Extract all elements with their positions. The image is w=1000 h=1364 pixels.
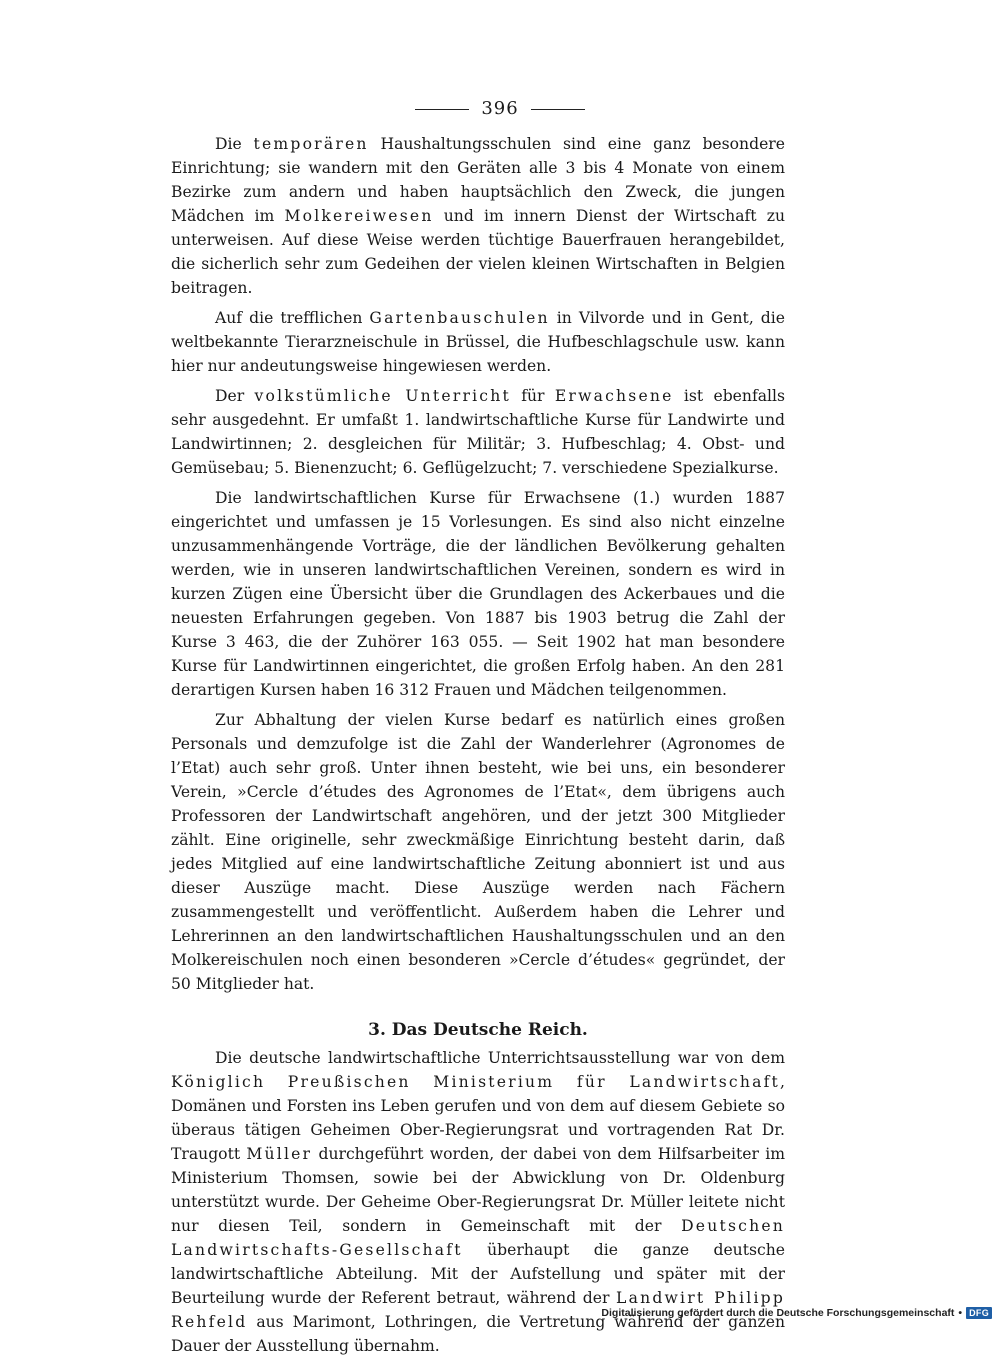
digitization-footer xyxy=(601,1307,992,1319)
paragraph-5: Zur Abhaltung der vielen Kurse bedarf es natürlich eines großen Personals und demzufolge ist die Zahl der Wanderlehrer (Agronomes de l’Etat) auch sehr groß. Unter ihnen besteht, wie bei uns, ein besonderer Verein, »Cercle d’études des Agronomes de l’Etat«, dem übrigens auch Professoren der Landwirtschaft angehören, und der jetzt 300 Mitglieder zählt. Eine originelle, sehr zweckmäßige Einrichtung besteht darin, daß jedes Mitglied auf eine landwirtschaftliche Zeitung abonniert ist und aus dieser Auszüge macht. Diese Auszüge werden nach Fächern zusammengestellt und veröffentlicht. Außerdem haben die Lehrer und Lehrerinnen an den landwirtschaftlichen Haushaltungsschulen und an den Molkereischulen noch einen besonderen »Cercle d’études« gegründet, der 50 Mitglieder hat. xyxy=(171,711,785,993)
text-run: aus Marimont, Lothringen, die Vertretung während der ganzen Dauer der Ausstellung übernahm. xyxy=(171,1313,785,1355)
text-run: Die deutsche landwirtschaftliche Unterrichtsausstellung war von dem xyxy=(215,1049,785,1067)
emphasis-text: Königlich Preußischen Ministerium für Landwirtschaft xyxy=(171,1073,781,1091)
text-run: und im innern Dienst der Wirtschaft zu unterweisen. Auf diese Weise werden tüchtige Bauerfrauen herangebildet, die sicherlich sehr zum Gedeihen der vielen kleinen Wirtschaften in Belgien beitragen. xyxy=(171,207,786,297)
page-body xyxy=(171,132,785,1364)
page-number-rule-right xyxy=(531,109,585,110)
text-run: Haushaltungsschulen sind eine ganz besondere Einrichtung; sie wandern mit den Geräten alle 3 bis 4 Monate von einem Bezirke zum andern und haben hauptsächlich den Zweck, die jungen Mädchen im xyxy=(171,135,785,225)
paragraph-1 xyxy=(171,132,785,300)
text-run: ist ebenfalls sehr ausgedehnt. Er umfaßt 1. landwirtschaftliche Kurse für Landwirte und Landwirtinnen; 2. desgleichen für Militär; 3. Hufbeschlag; 4. Obst- und Gemüsebau; 5. Bienenzucht; 6. Geflügelzucht; 7. verschiedene Spezialkurse. xyxy=(171,387,785,477)
text-run: in Vilvorde und in Gent, die weltbekannte Tierarzneischule in Brüssel, die Hufbeschlagschule usw. kann hier nur andeutungsweise hingewiesen werden. xyxy=(171,309,786,375)
section-heading: 3. Das Deutsche Reich. xyxy=(368,1020,588,1040)
emphasis-text: Erwachsene xyxy=(554,387,674,405)
text-run: durchgeführt worden, der dabei von dem Hilfsarbeiter im Ministerium Thomsen, sowie bei der Abwicklung von Dr. Oldenburg unterstützt wurde. Der Geheime Ober-Regierungsrat Dr. Müller leitete nicht nur diesen Teil, sondern in Gemeinschaft mit der xyxy=(171,1145,785,1235)
text-run: Auf die trefflichen xyxy=(215,309,370,327)
emphasis-text: Molkereiwesen xyxy=(284,207,434,225)
emphasis-text: Landwirt Philipp Rehfeld xyxy=(171,1289,786,1331)
footer-separator: • xyxy=(958,1307,963,1319)
page-number xyxy=(0,98,1000,119)
text-run: Der xyxy=(215,387,255,405)
dfg-logo-icon: DFG xyxy=(966,1307,992,1319)
paragraph-2 xyxy=(171,306,785,378)
emphasis-text: temporären xyxy=(253,135,369,153)
text-run: überhaupt die ganze deutsche landwirtschaftliche Abteilung. Mit der Aufstellung und später mit der Beurteilung wurde der Referent betraut, während der xyxy=(171,1241,785,1307)
paragraph-4: Die landwirtschaftlichen Kurse für Erwachsene (1.) wurden 1887 eingerichtet und umfassen je 15 Vorlesungen. Es sind also nicht einzelne unzusammenhängende Vorträge, die der ländlichen Bevölkerung gehalten werden, wie in unseren landwirtschaftlichen Vereinen, sondern es wird in kurzen Zügen eine Übersicht über die Grundlagen des Ackerbaues und die neuesten Erfahrungen gegeben. Von 1887 bis 1903 betrug die Zahl der Kurse 3 463, die der Zuhörer 163 055. — Seit 1902 hat man besondere Kurse für Landwirtinnen eingerichtet, die großen Erfolg haben. An den 281 derartigen Kursen haben 16 312 Frauen und Mädchen teilgenommen. xyxy=(171,489,785,699)
emphasis-text: Deutschen Landwirtschafts-Gesellschaft xyxy=(171,1217,785,1259)
footer-text: Digitalisierung gefördert durch die Deutsche Forschungsgemeinschaft xyxy=(601,1307,955,1319)
text-run: für xyxy=(510,387,555,405)
emphasis-text: volkstümliche Unterricht xyxy=(254,387,511,405)
text-run: , Domänen und Forsten ins Leben gerufen und von dem auf diesem Gebiete so überaus tätigen Geheimen Ober-Regierungsrat und vortragenden Rat Dr. Traugott xyxy=(171,1073,785,1163)
page-number-rule-left xyxy=(415,109,469,110)
paragraph-3 xyxy=(171,384,785,480)
emphasis-text: Müller xyxy=(246,1145,313,1163)
page-number-text: 396 xyxy=(481,98,519,119)
text-run: Die xyxy=(215,135,254,153)
emphasis-text: Gartenbauschulen xyxy=(369,309,550,327)
